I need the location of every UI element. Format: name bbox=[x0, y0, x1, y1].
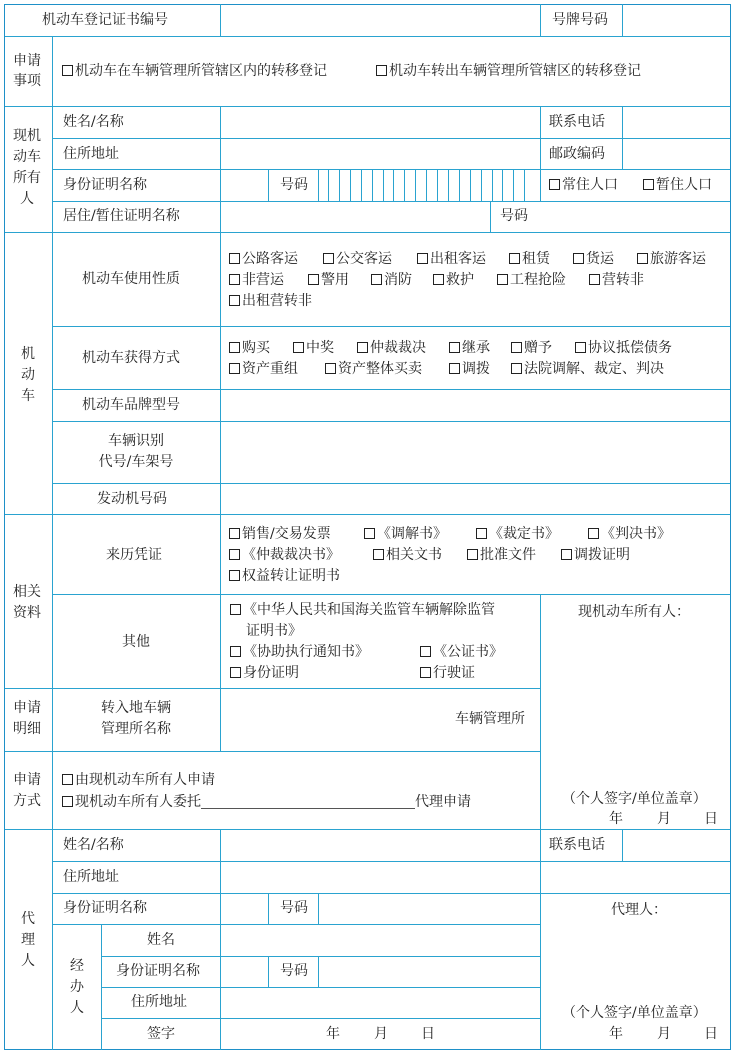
owner-phone-field[interactable] bbox=[623, 107, 730, 138]
divider bbox=[4, 36, 731, 37]
checkbox-icon bbox=[561, 549, 572, 560]
method-owner-apply-option[interactable]: 由现机动车所有人申请 bbox=[62, 771, 215, 789]
checkbox-icon bbox=[511, 363, 522, 374]
residence-permit-field[interactable] bbox=[221, 202, 490, 232]
origin-proof-option[interactable]: 调拨证明 bbox=[561, 546, 630, 564]
handler-id-number-label: 号码 bbox=[280, 963, 308, 979]
apply-section-label-2: 事项 bbox=[13, 73, 41, 89]
owner-phone-label: 联系电话 bbox=[549, 114, 605, 130]
checkbox-icon bbox=[229, 342, 240, 353]
divider bbox=[4, 232, 731, 233]
id-digit-divider bbox=[481, 170, 482, 201]
vehicle-acquisition-option[interactable]: 中奖 bbox=[293, 339, 334, 357]
vehicle-use-option[interactable]: 营转非 bbox=[589, 271, 644, 289]
id-digit-divider bbox=[383, 170, 384, 201]
checkbox-icon bbox=[229, 570, 240, 581]
destination-office-field[interactable] bbox=[221, 689, 451, 751]
checkbox-icon bbox=[230, 604, 241, 615]
vehicle-use-option[interactable]: 旅游客运 bbox=[637, 250, 706, 268]
id-digit-divider bbox=[492, 170, 493, 201]
divider bbox=[540, 4, 541, 36]
vehicle-use-option[interactable]: 工程抢险 bbox=[497, 271, 566, 289]
owner-id-name-field[interactable] bbox=[221, 170, 268, 201]
checkbox-icon bbox=[371, 274, 382, 285]
vehicle-brand-field[interactable] bbox=[221, 390, 730, 421]
method-section-label-1: 申请 bbox=[13, 772, 41, 788]
handler-label-3: 人 bbox=[70, 1000, 84, 1016]
plate-number-field[interactable] bbox=[623, 5, 730, 36]
checkbox-icon bbox=[325, 363, 336, 374]
owner-id-name-label: 身份证明名称 bbox=[63, 177, 147, 193]
agent-signature-title: 代理人： bbox=[611, 902, 667, 918]
method-agent-apply-option[interactable]: 现机动车所有人委托 代理申请 bbox=[62, 793, 471, 811]
owner-section-label-4: 人 bbox=[20, 191, 34, 207]
divider bbox=[101, 924, 102, 1050]
id-digit-divider bbox=[502, 170, 503, 201]
checkbox-icon bbox=[637, 253, 648, 264]
divider bbox=[490, 201, 491, 233]
other-customs-release-option-cont: 证明书》 bbox=[246, 623, 302, 639]
checkbox-icon bbox=[293, 342, 304, 353]
checkbox-icon bbox=[573, 253, 584, 264]
checkbox-icon bbox=[229, 363, 240, 374]
divider bbox=[318, 169, 319, 201]
docs-section-label-2: 资料 bbox=[13, 605, 41, 621]
resident-temporary-option[interactable]: 暂住人口 bbox=[643, 176, 712, 194]
agent-id-name-label: 身份证明名称 bbox=[63, 900, 147, 916]
vehicle-use-option[interactable]: 救护 bbox=[433, 271, 474, 289]
other-docs-label: 其他 bbox=[122, 634, 150, 650]
vehicle-acquisition-option[interactable]: 赠予 bbox=[511, 339, 552, 357]
border-left bbox=[4, 4, 5, 1050]
checkbox-icon bbox=[467, 549, 478, 560]
method-section-label-2: 方式 bbox=[13, 793, 41, 809]
owner-signature-area[interactable] bbox=[541, 625, 730, 785]
id-digit-divider bbox=[328, 170, 329, 201]
id-digit-divider bbox=[361, 170, 362, 201]
apply-option-out-transfer[interactable]: 机动车转出车辆管理所管辖区的转移登记 bbox=[376, 62, 641, 80]
id-digit-divider bbox=[393, 170, 394, 201]
destination-office-label-1: 转入地车辆 bbox=[101, 700, 171, 716]
vin-label-2: 代号/车架号 bbox=[98, 454, 174, 470]
checkbox-icon bbox=[449, 342, 460, 353]
agent-name-blank[interactable] bbox=[201, 794, 415, 809]
vehicle-use-option[interactable]: 非营运 bbox=[229, 271, 284, 289]
vehicle-use-option[interactable]: 出租客运 bbox=[417, 250, 486, 268]
vehicle-acquisition-option[interactable]: 资产重组 bbox=[229, 360, 298, 378]
checkbox-icon bbox=[62, 796, 73, 807]
vehicle-acquisition-option[interactable]: 购买 bbox=[229, 339, 270, 357]
divider bbox=[4, 514, 731, 515]
handler-address-label: 住所地址 bbox=[131, 994, 187, 1010]
residence-permit-label: 居住/暂住证明名称 bbox=[63, 208, 180, 224]
id-digit-divider bbox=[437, 170, 438, 201]
handler-date-day: 日 bbox=[421, 1026, 435, 1042]
id-digit-divider bbox=[339, 170, 340, 201]
owner-name-label: 姓名/名称 bbox=[63, 114, 124, 130]
vehicle-use-label: 机动车使用性质 bbox=[82, 271, 180, 287]
agent-name-label: 姓名/名称 bbox=[63, 837, 124, 853]
origin-proof-option[interactable]: 《裁定书》 bbox=[476, 525, 559, 543]
checkbox-icon bbox=[62, 774, 73, 785]
checkbox-icon bbox=[230, 646, 241, 657]
owner-id-number-label: 号码 bbox=[280, 177, 308, 193]
owner-date-day: 日 bbox=[704, 811, 718, 827]
agent-date-year: 年 bbox=[609, 1026, 623, 1042]
apply-section-label-1: 申请 bbox=[13, 53, 41, 69]
vehicle-use-option[interactable]: 消防 bbox=[371, 271, 412, 289]
engine-number-label: 发动机号码 bbox=[97, 491, 167, 507]
owner-postcode-field[interactable] bbox=[623, 139, 730, 169]
agent-address-field[interactable] bbox=[221, 862, 730, 893]
origin-proof-option[interactable]: 《调解书》 bbox=[364, 525, 447, 543]
agent-signature-area[interactable] bbox=[541, 924, 730, 999]
engine-number-field[interactable] bbox=[221, 484, 730, 514]
vehicle-acquisition-option[interactable]: 继承 bbox=[449, 339, 490, 357]
other-notary-option[interactable]: 《公证书》 bbox=[420, 643, 503, 661]
owner-date-month: 月 bbox=[657, 811, 671, 827]
owner-section-label-3: 所有 bbox=[13, 170, 41, 186]
owner-section-label-2: 动车 bbox=[13, 149, 41, 165]
checkbox-icon bbox=[229, 549, 240, 560]
divider bbox=[52, 169, 731, 170]
checkbox-icon bbox=[509, 253, 520, 264]
owner-date-year: 年 bbox=[609, 811, 623, 827]
checkbox-icon bbox=[364, 528, 375, 539]
border-right bbox=[730, 4, 731, 1050]
handler-sign-label: 签字 bbox=[147, 1026, 175, 1042]
vehicle-use-option[interactable]: 警用 bbox=[308, 271, 349, 289]
agent-date-day: 日 bbox=[704, 1026, 718, 1042]
residence-permit-number-label: 号码 bbox=[500, 208, 528, 224]
origin-proof-label: 来历凭证 bbox=[106, 547, 162, 563]
vehicle-section-label-2: 动 bbox=[21, 367, 35, 383]
agent-section-label-2: 理 bbox=[21, 932, 35, 948]
checkbox-icon bbox=[417, 253, 428, 264]
handler-date-year: 年 bbox=[326, 1026, 340, 1042]
other-id-proof-option[interactable]: 身份证明 bbox=[230, 664, 299, 682]
destination-office-label-2: 管理所名称 bbox=[101, 721, 171, 737]
divider bbox=[52, 326, 731, 327]
checkbox-icon bbox=[229, 274, 240, 285]
checkbox-icon bbox=[420, 646, 431, 657]
checkbox-icon bbox=[549, 179, 560, 190]
owner-postcode-label: 邮政编码 bbox=[549, 146, 605, 162]
handler-id-number-field[interactable] bbox=[319, 957, 540, 987]
other-customs-release-option[interactable]: 《中华人民共和国海关监管车辆解除监管 bbox=[230, 601, 495, 619]
agent-date-month: 月 bbox=[657, 1026, 671, 1042]
vehicle-section-label-3: 车 bbox=[21, 388, 35, 404]
cert-number-field[interactable] bbox=[221, 5, 540, 36]
id-digit-divider bbox=[426, 170, 427, 201]
checkbox-icon bbox=[575, 342, 586, 353]
divider bbox=[52, 594, 731, 595]
detail-section-label-2: 明细 bbox=[13, 721, 41, 737]
plate-number-label: 号牌号码 bbox=[552, 12, 608, 28]
id-digit-divider bbox=[448, 170, 449, 201]
vehicle-acquisition-option[interactable]: 资产整体买卖 bbox=[325, 360, 422, 378]
checkbox-icon bbox=[511, 342, 522, 353]
destination-office-suffix: 车辆管理所 bbox=[455, 711, 525, 727]
detail-section-label-1: 申请 bbox=[13, 700, 41, 716]
cert-number-label: 机动车登记证书编号 bbox=[42, 12, 168, 28]
checkbox-icon bbox=[229, 528, 240, 539]
agent-signature-note: （个人签字/单位盖章） bbox=[562, 1005, 707, 1021]
vehicle-use-option[interactable]: 租赁 bbox=[509, 250, 550, 268]
divider bbox=[4, 751, 540, 752]
origin-proof-option[interactable]: 权益转让证明书 bbox=[229, 567, 340, 585]
checkbox-icon bbox=[589, 274, 600, 285]
docs-section-label-1: 相关 bbox=[13, 584, 41, 600]
border-bottom bbox=[4, 1049, 731, 1050]
vehicle-acquisition-option[interactable]: 调拨 bbox=[449, 360, 490, 378]
handler-name-field[interactable] bbox=[221, 925, 540, 956]
divider bbox=[268, 893, 269, 925]
handler-date-month: 月 bbox=[374, 1026, 388, 1042]
vehicle-section-label-1: 机 bbox=[21, 346, 35, 362]
id-digit-divider bbox=[513, 170, 514, 201]
handler-address-field[interactable] bbox=[221, 988, 540, 1018]
vehicle-use-option[interactable]: 出租营转非 bbox=[229, 292, 312, 310]
checkbox-icon bbox=[420, 667, 431, 678]
agent-name-field[interactable] bbox=[221, 830, 540, 861]
checkbox-icon bbox=[433, 274, 444, 285]
divider bbox=[52, 36, 53, 1050]
agent-section-label-3: 人 bbox=[21, 953, 35, 969]
agent-id-number-field[interactable] bbox=[319, 894, 540, 924]
vehicle-acquisition-option[interactable]: 法院调解、裁定、判决 bbox=[511, 360, 664, 378]
origin-proof-option[interactable]: 相关文书 bbox=[373, 546, 442, 564]
checkbox-icon bbox=[373, 549, 384, 560]
owner-signature-title: 现机动车所有人： bbox=[578, 604, 690, 620]
vehicle-acquisition-option[interactable]: 仲裁裁决 bbox=[357, 339, 426, 357]
resident-permanent-option[interactable]: 常住人口 bbox=[549, 176, 618, 194]
handler-name-label: 姓名 bbox=[147, 932, 175, 948]
id-digit-divider bbox=[459, 170, 460, 201]
vehicle-acquisition-option[interactable]: 协议抵偿债务 bbox=[575, 339, 672, 357]
checkbox-icon bbox=[476, 528, 487, 539]
origin-proof-option[interactable]: 销售/交易发票 bbox=[229, 525, 331, 543]
checkbox-icon bbox=[449, 363, 460, 374]
divider bbox=[268, 169, 269, 201]
owner-section-label-1: 现机 bbox=[13, 128, 41, 144]
agent-id-number-label: 号码 bbox=[280, 900, 308, 916]
agent-phone-field[interactable] bbox=[623, 830, 730, 861]
handler-label-2: 办 bbox=[70, 979, 84, 995]
agent-address-label: 住所地址 bbox=[63, 869, 119, 885]
vehicle-use-option[interactable]: 货运 bbox=[573, 250, 614, 268]
checkbox-icon bbox=[308, 274, 319, 285]
checkbox-icon bbox=[497, 274, 508, 285]
checkbox-icon bbox=[229, 253, 240, 264]
apply-option-intra-transfer[interactable]: 机动车在车辆管理所管辖区内的转移登记 bbox=[62, 62, 327, 80]
origin-proof-option[interactable]: 《仲裁裁决书》 bbox=[229, 546, 340, 564]
checkbox-icon bbox=[229, 295, 240, 306]
handler-label-1: 经 bbox=[70, 958, 84, 974]
checkbox-icon bbox=[643, 179, 654, 190]
owner-address-label: 住所地址 bbox=[63, 146, 119, 162]
vehicle-brand-label: 机动车品牌型号 bbox=[82, 397, 180, 413]
checkbox-icon bbox=[323, 253, 334, 264]
vehicle-use-option[interactable]: 公交客运 bbox=[323, 250, 392, 268]
origin-proof-option[interactable]: 批准文件 bbox=[467, 546, 536, 564]
residence-permit-number-field[interactable] bbox=[541, 202, 730, 232]
vehicle-acquisition-label: 机动车获得方式 bbox=[82, 350, 180, 366]
agent-phone-label: 联系电话 bbox=[549, 837, 605, 853]
divider bbox=[268, 956, 269, 988]
agent-section-label-1: 代 bbox=[21, 911, 35, 927]
other-assist-notice-option[interactable]: 《协助执行通知书》 bbox=[230, 643, 369, 661]
checkbox-icon bbox=[230, 667, 241, 678]
vin-field[interactable] bbox=[221, 422, 730, 483]
checkbox-icon bbox=[376, 65, 387, 76]
origin-proof-option[interactable]: 《判决书》 bbox=[588, 525, 671, 543]
owner-signature-note: （个人签字/单位盖章） bbox=[562, 791, 707, 807]
other-driving-license-option[interactable]: 行驶证 bbox=[420, 664, 475, 682]
vin-label-1: 车辆识别 bbox=[108, 433, 164, 449]
checkbox-icon bbox=[62, 65, 73, 76]
id-digit-divider bbox=[470, 170, 471, 201]
id-digit-divider bbox=[372, 170, 373, 201]
id-digit-divider bbox=[404, 170, 405, 201]
id-digit-divider bbox=[415, 170, 416, 201]
checkbox-icon bbox=[357, 342, 368, 353]
id-digit-divider bbox=[524, 170, 525, 201]
checkbox-icon bbox=[588, 528, 599, 539]
handler-signature-field[interactable] bbox=[221, 1019, 321, 1049]
divider bbox=[540, 106, 541, 201]
owner-address-field[interactable] bbox=[221, 139, 540, 169]
id-digit-divider bbox=[350, 170, 351, 201]
owner-name-field[interactable] bbox=[221, 107, 540, 138]
handler-id-name-label: 身份证明名称 bbox=[116, 963, 200, 979]
vehicle-use-option[interactable]: 公路客运 bbox=[229, 250, 298, 268]
